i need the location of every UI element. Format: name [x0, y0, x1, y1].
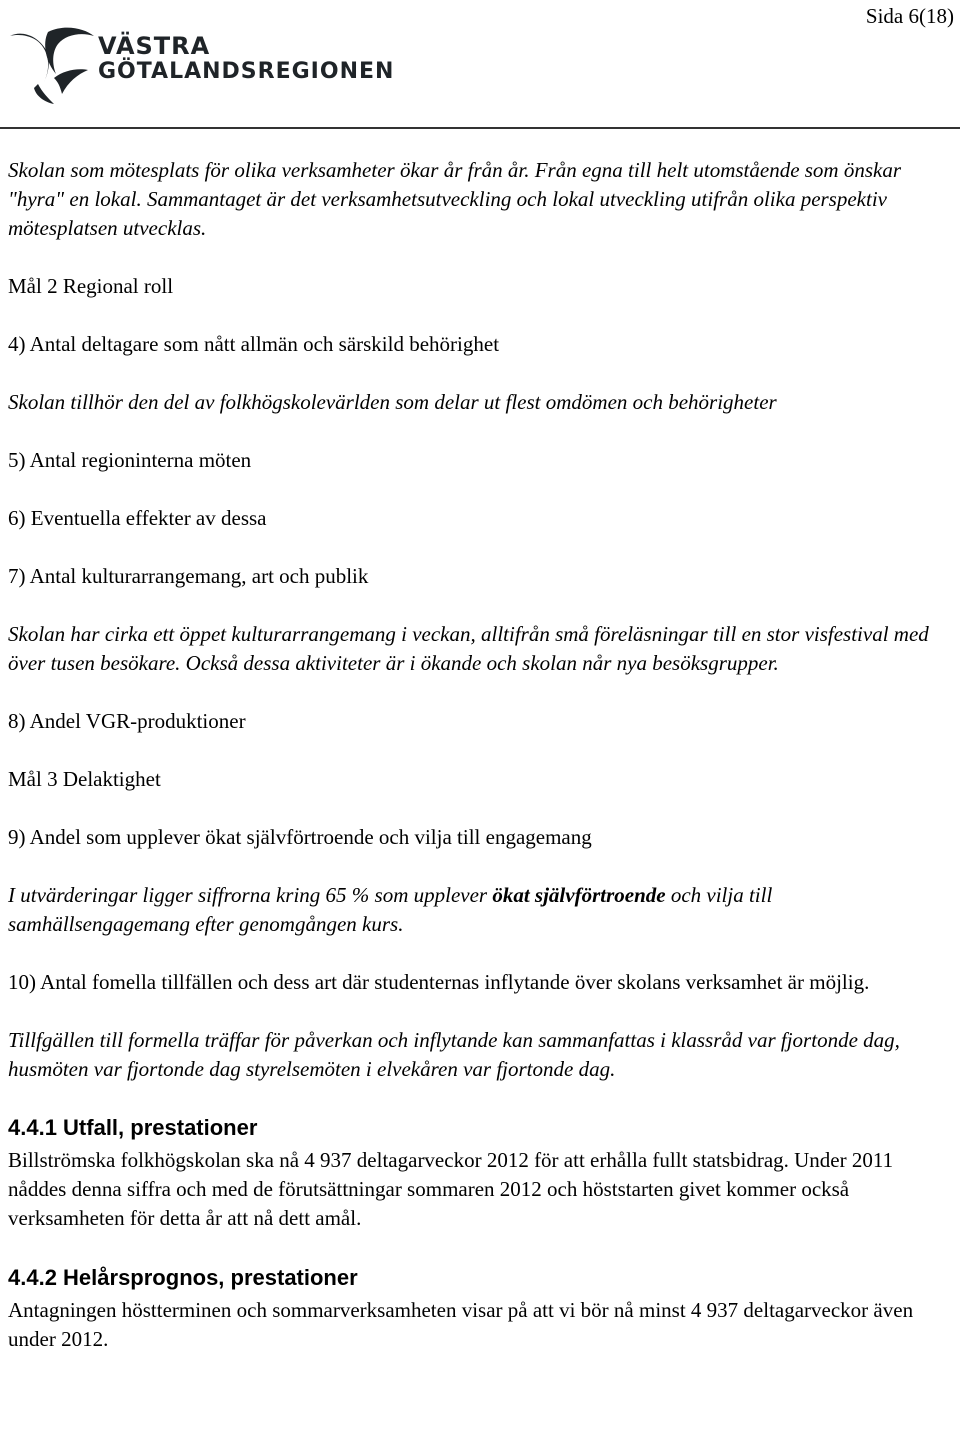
logo-line-2: GÖTALANDSREGIONEN: [98, 59, 395, 84]
item-4: 4) Antal deltagare som nått allmän och särskild behörighet: [8, 332, 500, 356]
vgr-logo-mark-icon: [8, 22, 96, 106]
item-10: 10) Antal fomella tillfällen och dess art där studenternas inflytande över skolans verksamhet är möjlig.: [8, 970, 870, 994]
section-heading-4-4-1: 4.4.1 Utfall, prestationer: [8, 1115, 258, 1140]
paragraph-4-4-2: Antagningen höstterminen och sommarverksamheten visar på att vi bör nå minst 4 937 deltagarveckor även under 2012.: [8, 1298, 914, 1351]
paragraph-item-10: Tillfgällen till formella träffar för påverkan och inflytande kan sammanfattas i klassråd var fjortonde dag, husmöten var fjortonde dag styrelsemöten i elvekåren var fjortonde dag.: [8, 1028, 900, 1081]
logo-line-1: VÄSTRA: [98, 32, 211, 60]
paragraph-item-7: Skolan har cirka ett öppet kulturarrangemang i veckan, alltifrån små föreläsningar till en stor visfestival med över tusen besökare. Också dessa aktiviteter är i ökande och skolan når nya besöksgrupper.: [8, 622, 929, 675]
item-9: 9) Andel som upplever ökat självförtroende och vilja till engagemang: [8, 825, 592, 849]
header-divider: [0, 127, 960, 129]
item-5: 5) Antal regioninterna möten: [8, 448, 252, 472]
page-number: Sida 6(18): [865, 4, 954, 28]
goal-3-heading: Mål 3 Delaktighet: [8, 767, 161, 791]
paragraph-item-9-start: I utvärderingar ligger siffrorna kring 65 % som upplever: [8, 883, 493, 907]
vgr-logo: [8, 22, 398, 106]
item-6: 6) Eventuella effekter av dessa: [8, 506, 267, 530]
paragraph-item-9-emphasis: ökat självförtroende: [492, 883, 666, 907]
item-7: 7) Antal kulturarrangemang, art och publik: [8, 564, 369, 588]
paragraph-4-4-1: Billströmska folkhögskolan ska nå 4 937 deltagarveckor 2012 för att erhålla fullt statsbidrag. Under 2011 nåddes denna siffra och med de förutsättningar sommaren 2012 och höststarten givet kommer också verksamheten för detta år att nå dett amål.: [8, 1148, 894, 1230]
logo-wordmark: [98, 34, 394, 84]
goal-2-heading: Mål 2 Regional roll: [8, 274, 174, 298]
item-8: 8) Andel VGR-produktioner: [8, 709, 246, 733]
paragraph-item-9-end: och vilja till samhällsengagemang efter genomgången kurs.: [8, 883, 773, 936]
paragraph-meeting-place: Skolan som mötesplats för olika verksamheter ökar år från år. Från egna till helt utomstående som önskar "hyra" en lokal. Sammantaget är det verksamhetsutveckling och lokal utveckling utifrån olika perspektiv mötesplatsen utvecklas.: [8, 158, 902, 240]
document-body: [8, 156, 954, 1354]
paragraph-item-4: Skolan tillhör den del av folkhögskolevärlden som delar ut flest omdömen och behörigheter: [8, 390, 777, 414]
section-heading-4-4-2: 4.4.2 Helårsprognos, prestationer: [8, 1265, 358, 1290]
paragraph-item-9: [8, 881, 954, 939]
